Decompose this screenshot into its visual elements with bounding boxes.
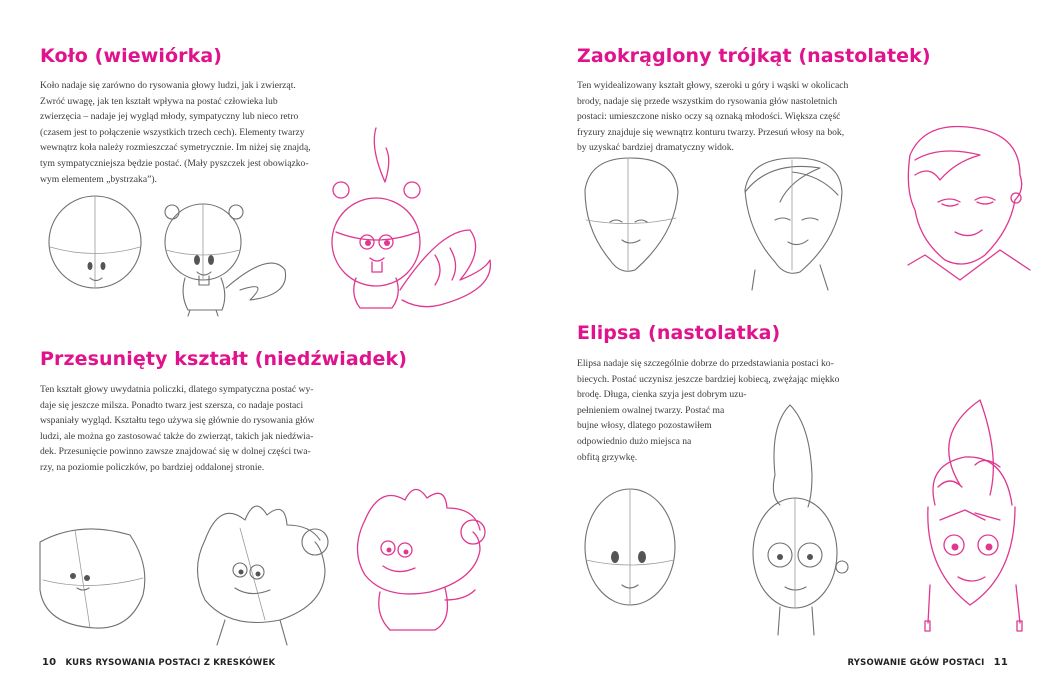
page-number: 11: [993, 657, 1008, 668]
page-number: 10: [42, 657, 57, 668]
text-line: wym elementem „bystrzaka”).: [40, 173, 157, 185]
text-line: zwierzęcia – nadaje jej wygląd młody, sympatyczny lub nieco retro: [40, 111, 299, 123]
text-line: wewnątrz koła należy rozmieszczać symetrycznie. Im niżej się znajdą,: [40, 142, 311, 154]
right-page: [525, 0, 1050, 686]
bear-sketch-head: [198, 506, 329, 645]
text-line: Elipsa nadaje się szczególnie dobrze do przedstawiania postaci ko-: [577, 358, 834, 369]
boy-sketch-shape: [585, 158, 678, 271]
text-line: postaci: umieszczone nisko oczy są oznaką młodości. Większa część: [577, 111, 841, 123]
text-line: pełnieniem owalnej twarzy. Postać ma: [577, 404, 725, 416]
text-line: ludzi, ale można go zastosować także do zwierząt, takich jak niedźwia-: [40, 430, 314, 442]
bear-sketch-shape: [40, 529, 145, 628]
section-title-triangle: Zaokrąglony trójkąt (nastolatek): [577, 45, 931, 67]
squirrel-sketch-circle: [49, 196, 141, 288]
text-line: by uzyskać bardziej dramatyczny widok.: [577, 142, 734, 154]
text-line: Koło nadaje się zarówno do rysowania głowy ludzi, jak i zwierząt.: [40, 80, 296, 91]
text-line: rzy, na poziomie policzków, po bardziej oddalonej stronie.: [40, 461, 265, 473]
text-line: odpowiednio dużo miejsca na: [577, 435, 692, 447]
text-line: brody, nadaje się przede wszystkim do rysowania głów nastoletnich: [577, 95, 838, 107]
girl-sketch-shape: [585, 489, 675, 605]
bear-sketches: [35, 480, 515, 650]
right-footer: [848, 657, 1008, 668]
section-text-shifted: [40, 382, 340, 476]
girl-sketch-final: [925, 400, 1022, 631]
text-line: Ten wyidealizowany kształt głowy, szeroki u góry i wąski w okolicach: [577, 80, 849, 91]
girl-sketch-hair: [753, 405, 848, 635]
squirrel-sketches: [40, 120, 510, 320]
text-line: wspaniały wygląd. Kształtu tego używa się głównie do rysowania głów: [40, 415, 315, 427]
section-title-shifted: Przesunięty kształt (niedźwiadek): [40, 348, 407, 370]
text-line: Ten kształt głowy uwydatnia policzki, dlatego sympatyczna postać wy-: [40, 384, 314, 395]
text-line: obfitą grzywkę.: [577, 451, 638, 463]
boy-sketch-final: [908, 127, 1030, 280]
squirrel-sketch-final: [332, 128, 490, 308]
text-line: tym sympatyczniejsza będzie postać. (Mały pyszczek jest obowiązko-: [40, 157, 309, 169]
running-title: RYSOWANIE GŁÓW POSTACI: [847, 658, 985, 668]
teen-boy-sketches: [580, 120, 1030, 295]
left-footer: [42, 657, 275, 668]
section-title-ellipse: Elipsa (nastolatka): [577, 322, 781, 344]
text-line: daje się jeszcze milsza. Ponadto twarz jest szersza, co nadaje postaci: [40, 399, 304, 411]
text-line: fryzury znajduje się wewnątrz konturu twarzy. Przesuń włosy na bok,: [577, 126, 845, 138]
squirrel-sketch-body: [165, 204, 286, 316]
text-line: (czasem jest to połączenie wszystkich trzech cech). Elementy twarzy: [40, 126, 305, 138]
boy-sketch-hair: [745, 158, 842, 290]
text-line: dek. Przesunięcie powinno zawsze znajdować się w dolnej części twa-: [40, 446, 311, 458]
running-title: KURS RYSOWANIA POSTACI Z KRESKÓWEK: [65, 658, 276, 668]
text-line: Zwróć uwagę, jak ten kształt wpływa na postać człowieka lub: [40, 95, 278, 107]
bear-sketch-final: [358, 489, 486, 630]
text-line: biecych. Postać uczynisz jeszcze bardziej kobiecą, zwężając miękko: [577, 373, 840, 385]
text-line: brodę. Długa, cienka szyja jest dobrym uzu-: [577, 389, 747, 401]
section-title-circle: Koło (wiewiórka): [40, 45, 223, 67]
teen-girl-sketches: [580, 395, 1040, 645]
text-line: bujne włosy, dlatego pozostawiłem: [577, 420, 712, 432]
